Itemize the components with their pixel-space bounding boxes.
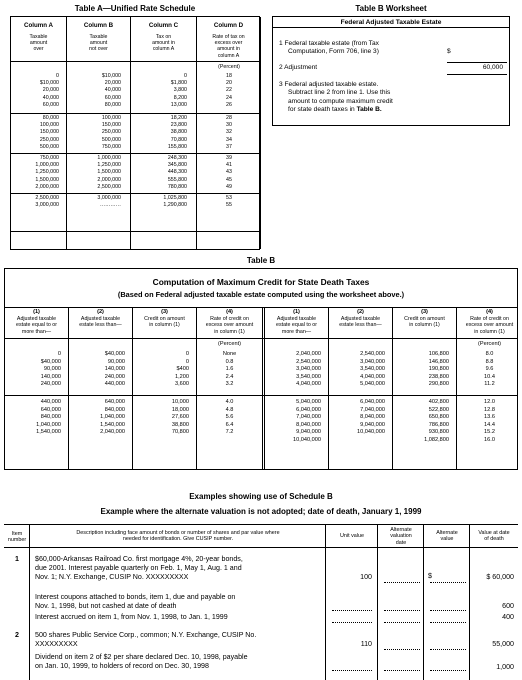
table-b-cell: 1.6 bbox=[225, 366, 234, 373]
table-b-column-number: (1) bbox=[293, 309, 300, 315]
table-a-cell: 41 bbox=[226, 162, 232, 169]
worksheet-line-2: 2 Adjustment bbox=[279, 64, 318, 71]
table-b-cell: 6,040,000 bbox=[296, 406, 321, 413]
example-item-description: $60,000-Arkansas Railroad Co. first mortgage 4%, 20-year bonds, due 2001. Interest payable quarterly on Feb. 1, May 1, Aug. 1 and Nov. 1; N.Y. Exchange, CUSIP No. XXXXXXXXX bbox=[35, 555, 243, 581]
table-b-cell: 10.4 bbox=[484, 373, 495, 380]
table-b-cell: 12.0 bbox=[484, 399, 495, 405]
table-b-cell: 290,800 bbox=[428, 381, 449, 388]
table-b-cell: $40,000 bbox=[40, 358, 61, 365]
table-a-cell: 22 bbox=[226, 87, 232, 94]
example-accrued-altval-blank bbox=[430, 622, 466, 623]
table-a-cell: 60,000 bbox=[104, 94, 121, 101]
examples-head-unit: Unit value bbox=[340, 533, 364, 539]
example-dividend-altdate-blank bbox=[384, 670, 420, 671]
table-a-cell: 20 bbox=[226, 80, 232, 87]
table-b-cell: 2,040,000 bbox=[296, 351, 321, 357]
examples-title: Examples showing use of Schedule B bbox=[189, 492, 333, 501]
table-a-cell: 3,800 bbox=[173, 87, 187, 94]
table-a-cell: 13,000 bbox=[170, 101, 187, 108]
example-coupon-altdate-blank bbox=[384, 610, 420, 611]
example-item-altval-symbol: $ bbox=[428, 572, 432, 580]
example-accrued-dod-value: 400 bbox=[502, 613, 514, 621]
table-b-cell: 9,040,000 bbox=[360, 421, 385, 428]
examples-head-item: Item number bbox=[7, 531, 27, 544]
table-a-cell: 8,200 bbox=[173, 94, 187, 101]
examples-head-altval: Alternate value bbox=[436, 530, 458, 543]
table-b-cell: 240,000 bbox=[104, 373, 125, 380]
example-item-altdate-blank bbox=[384, 582, 420, 583]
table-a-cell: 49 bbox=[226, 183, 232, 190]
table-a-column-c-head: Column C bbox=[148, 22, 179, 29]
table-b-cell: 930,800 bbox=[428, 429, 449, 436]
table-b-cell: 146,800 bbox=[428, 358, 449, 365]
table-a-cell: 448,300 bbox=[167, 169, 187, 176]
table-a-cell: 55 bbox=[226, 202, 232, 209]
table-b-column-caption: Credit on amount in column (1) bbox=[144, 316, 185, 329]
table-b-cell: 1,040,000 bbox=[36, 421, 61, 428]
table-b-percent-label: (Percent) bbox=[217, 341, 241, 347]
table-b-cell: 15.2 bbox=[484, 429, 495, 436]
example-item-altval-blank bbox=[430, 649, 466, 650]
table-b-cell: 27,600 bbox=[171, 414, 189, 421]
table-b-cell: 0 bbox=[185, 351, 189, 357]
table-b-cell: 16.0 bbox=[484, 437, 495, 443]
table-a-cell: 1,250,000 bbox=[97, 162, 121, 169]
table-a-percent-label: (Percent) bbox=[218, 64, 240, 70]
examples-col-altval bbox=[424, 525, 470, 680]
example-coupon-dod-value: 600 bbox=[502, 602, 514, 610]
table-b-cell: 3,540,000 bbox=[360, 366, 385, 373]
table-b-cell: 5,040,000 bbox=[360, 381, 385, 388]
table-b-cell: 1,200 bbox=[175, 373, 189, 380]
table-b-cell: 4,040,000 bbox=[360, 373, 385, 380]
worksheet-box bbox=[272, 16, 510, 126]
example-item-dod-value: $ 60,000 bbox=[486, 573, 514, 581]
table-b-cell: 7.2 bbox=[225, 429, 234, 436]
table-b-cell: 9,040,000 bbox=[296, 429, 321, 436]
table-a-cell: 30 bbox=[226, 122, 232, 129]
table-a-cell: 20,000 bbox=[42, 87, 59, 94]
table-b-cell: 786,800 bbox=[428, 421, 449, 428]
table-b-cell: 240,000 bbox=[40, 381, 61, 388]
example-coupon-altval-blank bbox=[430, 610, 466, 611]
table-b-column-caption: Adjusted taxable estate equal to or more than— bbox=[276, 316, 317, 335]
table-a-cell: 750,000 bbox=[101, 143, 121, 150]
table-b-cell: 640,000 bbox=[40, 406, 61, 413]
table-b-cell: 8,040,000 bbox=[296, 421, 321, 428]
table-a-cell: 250,000 bbox=[101, 129, 121, 136]
worksheet-line-3: 3 Federal adjusted taxable estate. Subtract line 2 from line 1. Use this amount to compute maximum credit for state death taxes in Table B. bbox=[279, 81, 393, 114]
table-a-cell: 1,000,000 bbox=[97, 155, 121, 161]
table-b-cell: 2,040,000 bbox=[100, 429, 125, 436]
table-b-cell: 1,540,000 bbox=[36, 429, 61, 436]
table-b-cell: 3,540,000 bbox=[296, 373, 321, 380]
worksheet-line-1: 1 Federal taxable estate (from Tax Computation, Form 706, line 3) bbox=[279, 40, 379, 56]
table-b-cell: 11.2 bbox=[484, 381, 495, 388]
table-b-cell: 8,040,000 bbox=[360, 414, 385, 421]
table-a-cell: 3,000,000 bbox=[97, 195, 121, 201]
table-b-cell: 1,540,000 bbox=[100, 421, 125, 428]
table-a-cell: 20,000 bbox=[104, 80, 121, 87]
table-b-cell: 0 bbox=[185, 358, 189, 365]
table-a-cell: 2,500,000 bbox=[35, 195, 59, 201]
table-b-cell: 238,800 bbox=[428, 373, 449, 380]
examples-subtitle: Example where the alternate valuation is not adopted; date of death, January 1, 1999 bbox=[100, 507, 422, 516]
table-b-cell: 106,800 bbox=[428, 351, 449, 357]
table-a-cell: 43 bbox=[226, 169, 232, 176]
worksheet-line-2-value: 60,000 bbox=[482, 64, 503, 71]
table-a-cell: 500,000 bbox=[101, 136, 121, 143]
table-a-cell: 28 bbox=[226, 115, 232, 121]
table-b-cell: 7,040,000 bbox=[296, 414, 321, 421]
example-item-altdate-blank bbox=[384, 649, 420, 650]
table-a-cell: 34 bbox=[226, 136, 232, 143]
table-a-title: Table A—Unified Rate Schedule bbox=[74, 4, 196, 13]
table-b-cell: 5,040,000 bbox=[296, 399, 321, 405]
table-a-cell: ………… bbox=[99, 202, 121, 209]
table-b-cell: 1,040,000 bbox=[100, 414, 125, 421]
table-a-cell: 60,000 bbox=[42, 101, 59, 108]
table-a-cell: 38,800 bbox=[170, 129, 187, 136]
table-a-cell: 18,200 bbox=[170, 115, 187, 121]
table-b-cell: 650,800 bbox=[428, 414, 449, 421]
table-b-cell: 440,000 bbox=[40, 399, 61, 405]
table-b-cell: 3,040,000 bbox=[360, 358, 385, 365]
table-a-column-a-head: Column A bbox=[24, 22, 53, 29]
example-item-description: 500 shares Public Service Corp., common; N.Y. Exchange, CUSIP No. XXXXXXXXX bbox=[35, 631, 257, 648]
table-a-cell: $1,800 bbox=[170, 80, 187, 87]
table-a-cell: 780,800 bbox=[167, 183, 187, 190]
table-a-cell: 750,000 bbox=[39, 155, 59, 161]
table-b-cell: 12.8 bbox=[484, 406, 495, 413]
table-b-cell: 140,000 bbox=[40, 373, 61, 380]
table-b-title: Computation of Maximum Credit for State Death Taxes bbox=[152, 277, 370, 287]
table-a-cell: 0 bbox=[56, 73, 59, 79]
examples-col-unit bbox=[326, 525, 378, 680]
table-a-cell: 80,000 bbox=[42, 115, 59, 121]
table-a-cell: 24 bbox=[226, 94, 232, 101]
table-a-cell: 155,800 bbox=[167, 143, 187, 150]
table-b-percent-label: (Percent) bbox=[477, 341, 501, 347]
table-a bbox=[10, 16, 260, 250]
example-coupon-description: Interest coupons attached to bonds, item 1, due and payable on Nov. 1, 1998, but not cashed at date of death bbox=[35, 593, 236, 610]
table-b-cell: 402,800 bbox=[428, 399, 449, 405]
table-a-cell: 70,800 bbox=[170, 136, 187, 143]
table-a-cell: $10,000 bbox=[39, 80, 59, 87]
table-b-cell: 4,040,000 bbox=[296, 381, 321, 388]
table-b-cell: 3.2 bbox=[225, 381, 234, 388]
table-a-cell: 1,500,000 bbox=[35, 176, 59, 183]
table-b-cell: 10,040,000 bbox=[293, 437, 321, 443]
example-dividend-unit-blank bbox=[332, 670, 372, 671]
table-b-cell: 2.4 bbox=[225, 373, 234, 380]
worksheet-line-2-rule bbox=[447, 74, 507, 75]
table-b-cell: 440,000 bbox=[104, 381, 125, 388]
examples-col-altdate bbox=[378, 525, 424, 680]
table-b-cell: $400 bbox=[176, 366, 189, 373]
worksheet-line-1-symbol: $ bbox=[447, 48, 451, 55]
table-b-cell: 1,082,800 bbox=[424, 437, 449, 443]
table-b-cell: 0.8 bbox=[225, 358, 234, 365]
table-b bbox=[4, 268, 518, 470]
table-a-cell: 39 bbox=[226, 155, 232, 161]
table-a-cell: 26 bbox=[226, 101, 232, 108]
example-dividend-dod-value: 1,000 bbox=[496, 663, 514, 671]
table-b-column-caption: Rate of credit on excess over amount in column (1) bbox=[465, 316, 514, 335]
examples-head-altdate: Alternate valuation date bbox=[390, 527, 412, 546]
example-item-number: 1 bbox=[15, 555, 19, 563]
worksheet-title: Table B Worksheet bbox=[355, 4, 427, 13]
table-b-column-number: (2) bbox=[357, 309, 364, 315]
table-b-cell: 840,000 bbox=[40, 414, 61, 421]
example-item-unit-value: 100 bbox=[360, 573, 372, 581]
example-item-number: 2 bbox=[15, 631, 19, 639]
table-b-cell: 14.4 bbox=[484, 421, 495, 428]
example-coupon-unit-blank bbox=[332, 610, 372, 611]
table-a-column-c-sub: Tax on amount in column A bbox=[152, 34, 175, 53]
table-a-cell: 23,800 bbox=[170, 122, 187, 129]
table-b-cell: 0 bbox=[57, 351, 61, 357]
table-b-cell: 3,040,000 bbox=[296, 366, 321, 373]
example-item-dod-value: 55,000 bbox=[492, 640, 514, 648]
table-b-cell: 4.8 bbox=[225, 406, 234, 413]
table-b-column-caption: Rate of credit on excess over amount in column (1) bbox=[205, 316, 254, 335]
table-a-cell: 37 bbox=[226, 143, 232, 150]
table-b-cell: 10,040,000 bbox=[357, 429, 385, 436]
table-a-column-a-sub: Taxable amount over bbox=[29, 34, 48, 53]
table-a-column-b-head: Column B bbox=[83, 22, 114, 29]
table-a-cell: 18 bbox=[226, 73, 232, 79]
table-b-column-number: (2) bbox=[97, 309, 104, 315]
table-b-cell: 3,600 bbox=[175, 381, 189, 388]
table-b-cell: None bbox=[222, 351, 237, 357]
table-a-cell: 1,025,800 bbox=[163, 195, 187, 201]
table-a-cell: 32 bbox=[226, 129, 232, 136]
table-a-cell: 53 bbox=[226, 195, 232, 201]
examples-col-item bbox=[4, 525, 30, 680]
table-a-cell: 500,000 bbox=[39, 143, 59, 150]
table-b-cell: 10,000 bbox=[171, 399, 189, 405]
example-accrued-unit-blank bbox=[332, 622, 372, 623]
example-dividend-description: Dividend on item 2 of $2 per share declared Dec. 10, 1998, payable on Jan. 10, 1999, to holders of record on Dec. 30, 1998 bbox=[35, 653, 248, 670]
examples-head-dod: Value at date of death bbox=[478, 530, 510, 543]
table-b-cell: 70,800 bbox=[171, 429, 189, 436]
table-a-cell: 40,000 bbox=[42, 94, 59, 101]
worksheet-header: Federal Adjusted Taxable Estate bbox=[273, 17, 509, 28]
table-b-column-caption: Adjusted taxable estate equal to or more than— bbox=[16, 316, 57, 335]
table-b-subtitle: (Based on Federal adjusted taxable estate computed using the worksheet above.) bbox=[117, 290, 405, 299]
table-b-column-caption: Credit on amount in column (1) bbox=[404, 316, 445, 329]
table-a-cell: 248,300 bbox=[167, 155, 187, 161]
table-b-cell: 8.8 bbox=[485, 358, 494, 365]
table-b-column-caption: Adjusted taxable estate less than— bbox=[79, 316, 122, 329]
table-b-cell: 2,540,000 bbox=[296, 358, 321, 365]
table-b-cell: 5.6 bbox=[225, 414, 234, 421]
table-a-cell: 345,800 bbox=[167, 162, 187, 169]
table-b-column-caption: Adjusted taxable estate less than— bbox=[339, 316, 382, 329]
table-b-label: Table B bbox=[246, 256, 276, 265]
table-a-cell: 40,000 bbox=[104, 87, 121, 94]
table-a-cell: 1,500,000 bbox=[97, 169, 121, 176]
table-b-column-number: (4) bbox=[486, 309, 493, 315]
examples-head-desc: Description including face amount of bonds or number of shares and par value where needed for identification. Give CUSIP number. bbox=[76, 530, 280, 543]
table-a-cell: 45 bbox=[226, 176, 232, 183]
table-b-cell: 2,540,000 bbox=[360, 351, 385, 357]
table-b-cell: 140,000 bbox=[104, 366, 125, 373]
table-a-cell: 80,000 bbox=[104, 101, 121, 108]
table-b-cell: 8.0 bbox=[485, 351, 494, 357]
example-item-altval-blank bbox=[430, 582, 466, 583]
table-b-cell: 522,800 bbox=[428, 406, 449, 413]
table-b-cell: 190,800 bbox=[428, 366, 449, 373]
table-a-cell: 1,250,000 bbox=[35, 169, 59, 176]
table-b-column-number: (3) bbox=[421, 309, 428, 315]
table-b-column-number: (3) bbox=[161, 309, 168, 315]
table-a-cell: $10,000 bbox=[101, 73, 121, 79]
table-a-cell: 2,500,000 bbox=[97, 183, 121, 190]
table-a-cell: 100,000 bbox=[39, 122, 59, 129]
worksheet-line-1-rule bbox=[447, 62, 507, 63]
table-a-cell: 3,000,000 bbox=[35, 202, 59, 209]
table-a-column-b-sub: Taxable amount not over bbox=[89, 34, 108, 53]
table-b-cell: 13.6 bbox=[484, 414, 495, 421]
table-a-column-d-head: Column D bbox=[213, 22, 244, 29]
table-b-cell: 9.6 bbox=[485, 366, 494, 373]
table-b-cell: 640,000 bbox=[104, 399, 125, 405]
table-b-cell: 4.0 bbox=[225, 399, 234, 405]
table-a-cell: 150,000 bbox=[39, 129, 59, 136]
table-b-cell: $40,000 bbox=[104, 351, 125, 357]
table-b-column-number: (1) bbox=[33, 309, 40, 315]
example-item-unit-value: 110 bbox=[360, 640, 372, 648]
example-dividend-altval-blank bbox=[430, 670, 466, 671]
table-a-cell: 100,000 bbox=[101, 115, 121, 121]
table-b-cell: 7,040,000 bbox=[360, 406, 385, 413]
examples-header-rule bbox=[4, 547, 518, 548]
table-a-cell: 1,290,800 bbox=[163, 202, 187, 209]
table-b-column-number: (4) bbox=[226, 309, 233, 315]
example-accrued-description: Interest accrued on item 1, from Nov. 1, 1998, to Jan. 1, 1999 bbox=[35, 613, 228, 621]
table-b-cell: 6.4 bbox=[225, 421, 234, 428]
table-b-cell: 6,040,000 bbox=[360, 399, 385, 405]
table-a-column-d-sub: Rate of tax on excess over amount in column A bbox=[212, 34, 245, 59]
table-a-cell: 150,000 bbox=[101, 122, 121, 129]
table-b-cell: 90,000 bbox=[107, 358, 125, 365]
example-accrued-altdate-blank bbox=[384, 622, 420, 623]
table-a-cell: 555,800 bbox=[167, 176, 187, 183]
table-a-cell: 1,000,000 bbox=[35, 162, 59, 169]
table-b-cell: 90,000 bbox=[43, 366, 61, 373]
table-a-cell: 250,000 bbox=[39, 136, 59, 143]
examples-table bbox=[4, 524, 518, 680]
table-a-cell: 0 bbox=[184, 73, 187, 79]
table-b-cell: 38,800 bbox=[171, 421, 189, 428]
table-a-cell: 2,000,000 bbox=[35, 183, 59, 190]
table-b-cell: 18,000 bbox=[171, 406, 189, 413]
table-b-cell: 840,000 bbox=[104, 406, 125, 413]
table-a-cell: 2,000,000 bbox=[97, 176, 121, 183]
